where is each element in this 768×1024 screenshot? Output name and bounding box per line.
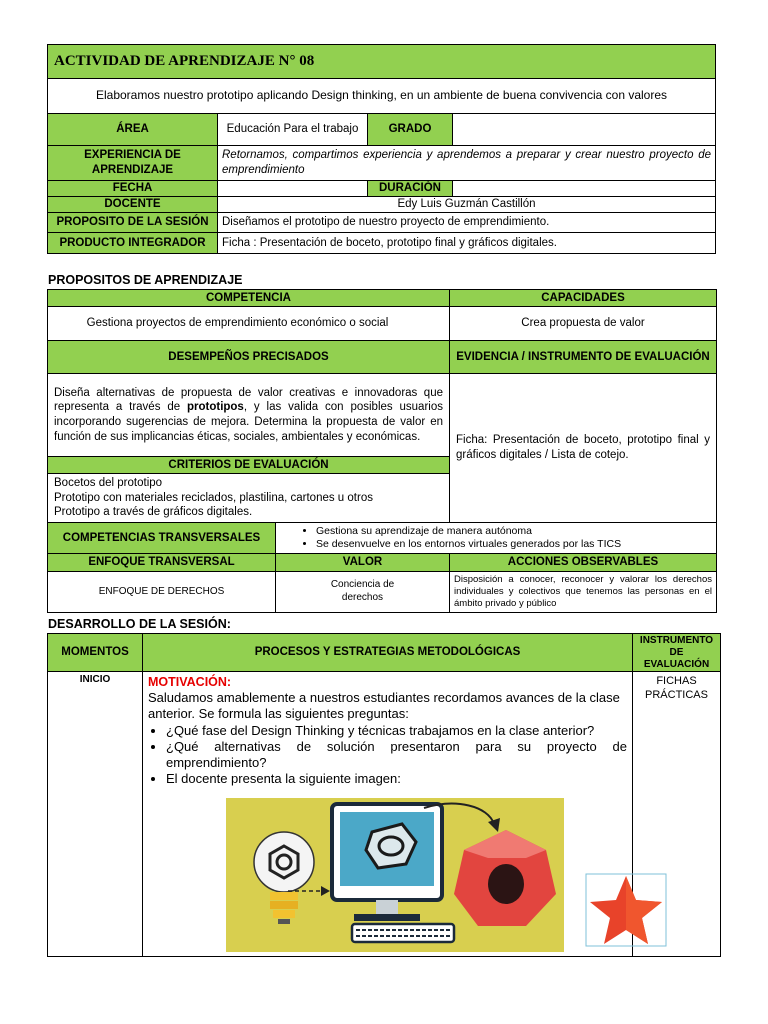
desempenos-label: DESEMPEÑOS PRECISADOS: [48, 341, 450, 374]
criterios-list: [48, 474, 450, 523]
motivacion-text: Saludamos amablemente a nuestros estudiantes recordamos avances de la clase anterior. Se formula las siguientes preguntas:: [148, 690, 620, 722]
preguntas-list: [148, 723, 627, 788]
activity-subtitle: Elaboramos nuestro prototipo aplicando Design thinking, en un ambiente de buena convivencia con valores: [48, 79, 716, 114]
experiencia-value: Retornamos, compartimos experiencia y aprendemos a preparar y crear nuestro proyecto de emprendimiento: [218, 146, 716, 181]
prototype-illustration: [226, 798, 566, 952]
grado-label: GRADO: [368, 114, 453, 146]
valor-value: Conciencia de derechos: [276, 572, 450, 613]
header-table: [47, 44, 716, 254]
enfoque-value: ENFOQUE DE DERECHOS: [48, 572, 276, 613]
docente-label: DOCENTE: [48, 197, 218, 213]
pregunta-item: • ¿Qué fase del Design Thinking y técnicas trabajamos en la clase anterior?: [166, 723, 627, 739]
keyboard-icon: [352, 924, 454, 942]
experiencia-label: EXPERIENCIA DE APRENDIZAJE: [48, 146, 218, 181]
pregunta-item: • ¿Qué alternativas de solución presentaron para su proyecto de emprendimiento?: [166, 739, 627, 772]
desempeno-text-part1: Diseña alternativas de propuesta de valor creativas e innovadoras que representa a través de: [54, 386, 443, 414]
desarrollo-section-title: DESARROLLO DE LA SESIÓN:: [48, 617, 231, 631]
acciones-label: ACCIONES OBSERVABLES: [450, 554, 717, 572]
duracion-value: [453, 181, 716, 197]
inicio-label: INICIO: [48, 672, 143, 957]
transversales-list: [276, 523, 717, 554]
transversales-label: COMPETENCIAS TRANSVERSALES: [48, 523, 276, 554]
competencia-label: COMPETENCIA: [48, 290, 450, 307]
acciones-value: Disposición a conocer, reconocer y valorar los derechos individuales y colectivos que tenemos las personas en el ámbito privado y público: [450, 572, 717, 613]
desempeno-text: [48, 374, 450, 457]
transversal-item: • Gestiona su aprendizaje de manera autónoma: [316, 525, 712, 538]
criterio-item: Prototipo a través de gráficos digitales.: [54, 506, 253, 519]
pregunta-item: • El docente presenta la siguiente imagen:: [166, 771, 627, 787]
fecha-label: FECHA: [48, 181, 218, 197]
activity-title: ACTIVIDAD DE APRENDIZAJE N° 08: [48, 45, 716, 79]
star-illustration: [584, 870, 668, 950]
duracion-label: DURACIÓN: [368, 181, 453, 197]
instrumento-value: FICHAS PRÁCTICAS: [633, 672, 721, 957]
fecha-value: [218, 181, 368, 197]
evidencia-label: EVIDENCIA / INSTRUMENTO DE EVALUACIÓN: [450, 341, 717, 374]
propositos-table: [47, 289, 717, 613]
procesos-label: PROCESOS Y ESTRATEGIAS METODOLÓGICAS: [143, 634, 633, 672]
momentos-label: MOMENTOS: [48, 634, 143, 672]
motivacion-label: MOTIVACIÓN:: [148, 675, 232, 689]
capacidades-label: CAPACIDADES: [450, 290, 717, 307]
propositos-section-title: PROPOSITOS DE APRENDIZAJE: [48, 273, 243, 287]
criterio-item: Prototipo con materiales reciclados, plastilina, cartones u otros: [54, 491, 373, 504]
transversal-item: • Se desenvuelve en los entornos virtuales generados por las TICS: [316, 538, 712, 551]
valor-label: VALOR: [276, 554, 450, 572]
grado-value: [453, 114, 716, 146]
proposito-value: Diseñamos el prototipo de nuestro proyecto de emprendimiento.: [218, 213, 716, 233]
desempeno-text-bold: prototipos: [186, 401, 244, 414]
capacidades-value: Crea propuesta de valor: [450, 307, 717, 341]
area-label: ÁREA: [48, 114, 218, 146]
criterio-item: Bocetos del prototipo: [54, 477, 163, 489]
producto-label: PRODUCTO INTEGRADOR: [48, 233, 218, 254]
area-value: Educación Para el trabajo: [218, 114, 368, 146]
evidencia-value: Ficha: Presentación de boceto, prototipo final y gráficos digitales / Lista de cotejo.: [450, 374, 717, 523]
docente-value: Edy Luis Guzmán Castillón: [218, 197, 716, 213]
producto-value: Ficha : Presentación de boceto, prototipo final y gráficos digitales.: [218, 233, 716, 254]
instrumento-label: INSTRUMENTO DE EVALUACIÓN: [633, 634, 721, 672]
desempeno-text-part2: , y las valida con posibles usuarios incorporando sugerencias de mejora. Determina la propuesta de valor en función de sus implicancias éticas, sociales, ambientales y económicas.: [54, 401, 443, 443]
competencia-value: Gestiona proyectos de emprendimiento económico o social: [48, 307, 450, 341]
proposito-label: PROPOSITO DE LA SESIÓN: [48, 213, 218, 233]
criterios-label: CRITERIOS DE EVALUACIÓN: [48, 457, 450, 474]
enfoque-label: ENFOQUE TRANSVERSAL: [48, 554, 276, 572]
